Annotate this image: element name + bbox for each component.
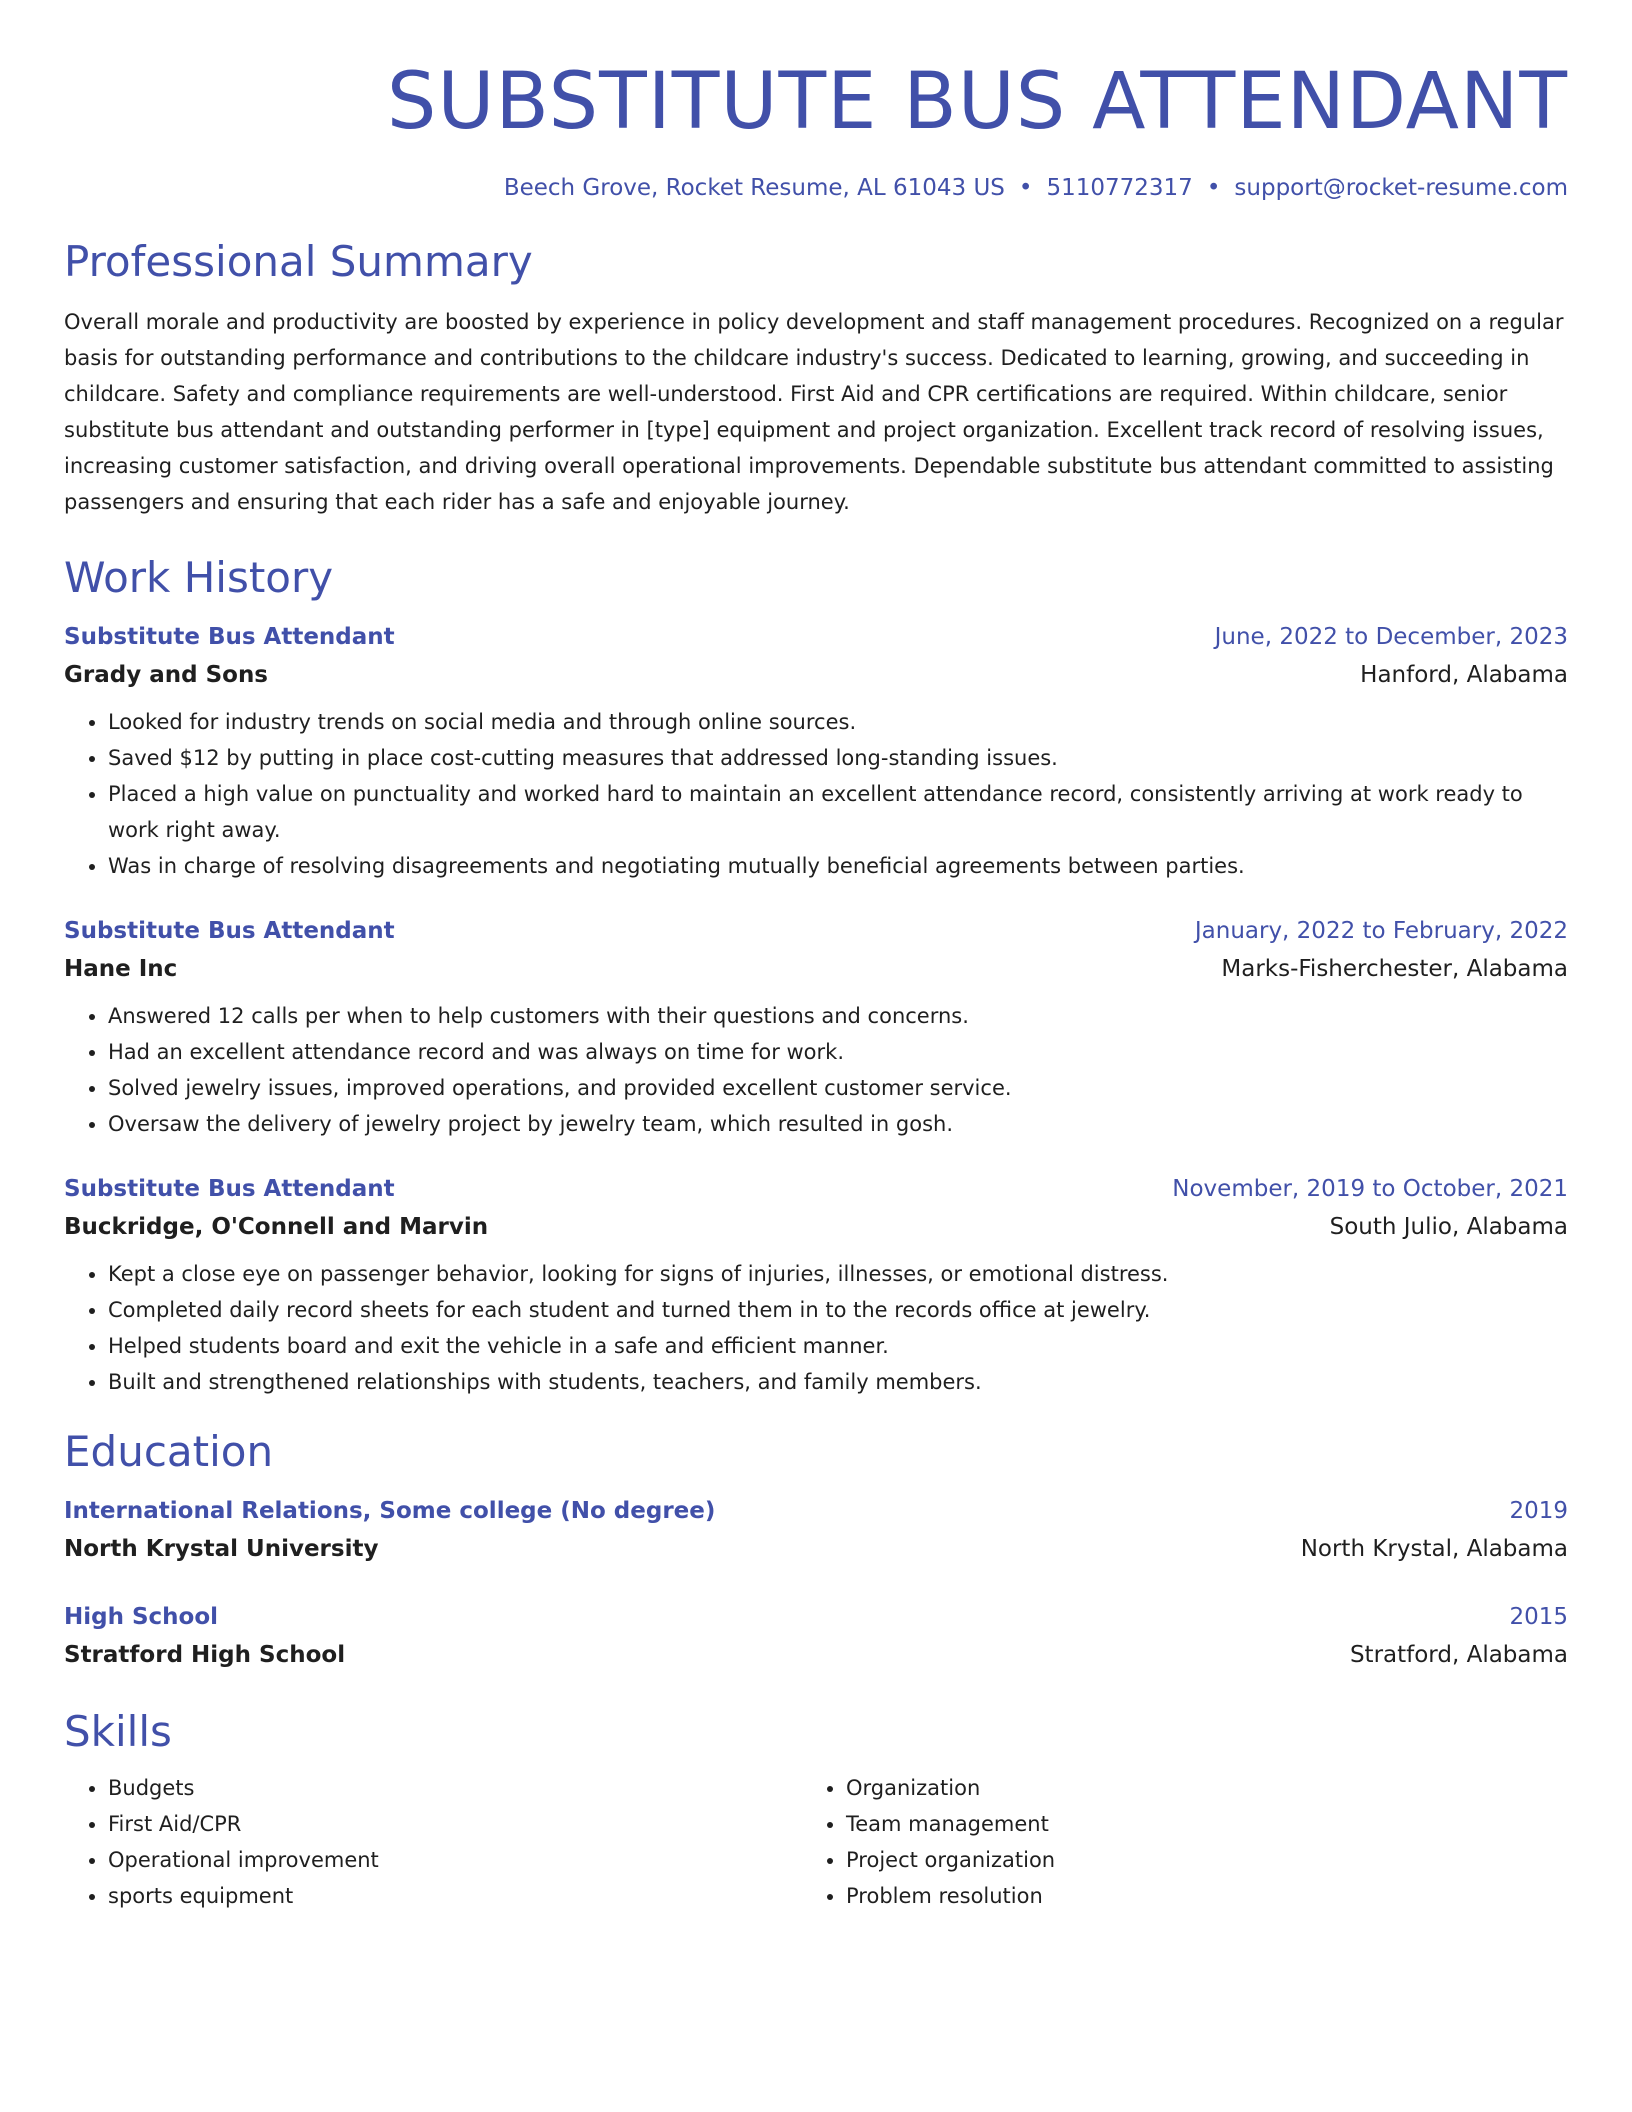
- job-entry: [64, 912, 1568, 1142]
- job-entry: [64, 618, 1568, 884]
- resume-name: SUBSTITUTE BUS ATTENDANT: [386, 57, 1568, 147]
- list-item: • Was in charge of resolving disagreements and negotiating mutually beneficial agreements between parties.: [108, 848, 1568, 884]
- skill-item: • Problem resolution: [846, 1878, 1540, 1914]
- job-subheader: [64, 950, 1568, 988]
- education-subheader: [64, 1636, 1568, 1674]
- job-header: [64, 618, 1568, 656]
- job-bullets: [64, 998, 1568, 1142]
- job-location: South Julio, Alabama: [1329, 1214, 1568, 1240]
- skill-item: • First Aid/CPR: [108, 1806, 802, 1842]
- list-item: • Completed daily record sheets for each student and turned them in to the records office at jewelry.: [108, 1292, 1568, 1328]
- skill-item: • Organization: [846, 1770, 1540, 1806]
- education-year: 2015: [1509, 1604, 1568, 1630]
- education-header: [64, 1492, 1568, 1530]
- job-location: Marks-Fisherchester, Alabama: [1221, 956, 1568, 982]
- list-item: • Placed a high value on punctuality and worked hard to maintain an excellent attendance record, consistently arriving at work ready to work right away.: [108, 776, 1568, 848]
- contact-address: Beech Grove, Rocket Resume, AL 61043 US: [503, 175, 1005, 201]
- job-dates: November, 2019 to October, 2021: [1172, 1176, 1568, 1202]
- education-location: Stratford, Alabama: [1349, 1642, 1568, 1668]
- education-entry: [64, 1492, 1568, 1568]
- skill-item: • Project organization: [846, 1842, 1540, 1878]
- contact-separator: •: [1018, 175, 1033, 201]
- education-school: Stratford High School: [64, 1642, 346, 1668]
- list-item: • Solved jewelry issues, improved operations, and provided excellent customer service.: [108, 1070, 1568, 1106]
- job-dates: June, 2022 to December, 2023: [1214, 624, 1568, 650]
- job-subheader: [64, 656, 1568, 694]
- job-header: [64, 1170, 1568, 1208]
- contact-separator: •: [1206, 175, 1221, 201]
- summary-heading: Professional Summary: [64, 237, 533, 286]
- skill-item: • Team management: [846, 1806, 1540, 1842]
- contact-email[interactable]: support@rocket-resume.com: [1234, 175, 1568, 201]
- job-dates: January, 2022 to February, 2022: [1194, 918, 1568, 944]
- job-role: Substitute Bus Attendant: [64, 918, 395, 944]
- job-company: Hane Inc: [64, 956, 178, 982]
- job-role: Substitute Bus Attendant: [64, 624, 395, 650]
- job-entry: [64, 1170, 1568, 1400]
- job-subheader: [64, 1208, 1568, 1246]
- list-item: • Oversaw the delivery of jewelry project by jewelry team, which resulted in gosh.: [108, 1106, 1568, 1142]
- job-role: Substitute Bus Attendant: [64, 1176, 395, 1202]
- work-history-heading: Work History: [64, 553, 334, 602]
- skills-list-left: [64, 1770, 802, 1914]
- education-location: North Krystal, Alabama: [1300, 1536, 1568, 1562]
- education-year: 2019: [1509, 1498, 1568, 1524]
- education-heading: Education: [64, 1427, 274, 1476]
- contact-line: [64, 172, 1568, 204]
- job-bullets: [64, 704, 1568, 884]
- education-section: [64, 1424, 1568, 1674]
- summary-section: [64, 234, 1568, 520]
- contact-phone: 5110772317: [1046, 175, 1193, 201]
- job-location: Hanford, Alabama: [1360, 662, 1568, 688]
- skill-item: • sports equipment: [108, 1878, 802, 1914]
- summary-text: Overall morale and productivity are boosted by experience in policy development and staff management procedures. Recognized on a regular basis for outstanding performance and contributions to the childcare industry's success. Dedicated to learning, growing, and succeeding in childcare. Safety and compliance requirements are well-understood. First Aid and CPR certifications are required. Within childcare, senior substitute bus attendant and outstanding performer in [type] equipment and project organization. Excellent track record of resolving issues, increasing customer satisfaction, and driving overall operational improvements. Dependable substitute bus attendant committed to assisting passengers and ensuring that each rider has a safe and enjoyable journey.: [64, 310, 1564, 514]
- education-degree: International Relations, Some college (No degree): [64, 1498, 716, 1524]
- education-subheader: [64, 1530, 1568, 1568]
- job-company: Buckridge, O'Connell and Marvin: [64, 1214, 489, 1240]
- work-history-section: [64, 550, 1568, 1400]
- job-company: Grady and Sons: [64, 662, 269, 688]
- skills-columns: [64, 1770, 1568, 1914]
- skills-section: [64, 1704, 1568, 1914]
- education-entry: [64, 1598, 1568, 1674]
- list-item: • Answered 12 calls per when to help customers with their questions and concerns.: [108, 998, 1568, 1034]
- skill-item: • Operational improvement: [108, 1842, 802, 1878]
- education-degree: High School: [64, 1604, 219, 1630]
- list-item: • Looked for industry trends on social media and through online sources.: [108, 704, 1568, 740]
- list-item: • Helped students board and exit the vehicle in a safe and efficient manner.: [108, 1328, 1568, 1364]
- job-header: [64, 912, 1568, 950]
- education-header: [64, 1598, 1568, 1636]
- list-item: • Built and strengthened relationships with students, teachers, and family members.: [108, 1364, 1568, 1400]
- skills-list-right: [802, 1770, 1540, 1914]
- list-item: • Kept a close eye on passenger behavior, looking for signs of injuries, illnesses, or emotional distress.: [108, 1256, 1568, 1292]
- job-bullets: [64, 1256, 1568, 1400]
- list-item: • Had an excellent attendance record and was always on time for work.: [108, 1034, 1568, 1070]
- skills-heading: Skills: [64, 1707, 172, 1756]
- list-item: • Saved $12 by putting in place cost-cutting measures that addressed long-standing issues.: [108, 740, 1568, 776]
- education-school: North Krystal University: [64, 1536, 379, 1562]
- skill-item: • Budgets: [108, 1770, 802, 1806]
